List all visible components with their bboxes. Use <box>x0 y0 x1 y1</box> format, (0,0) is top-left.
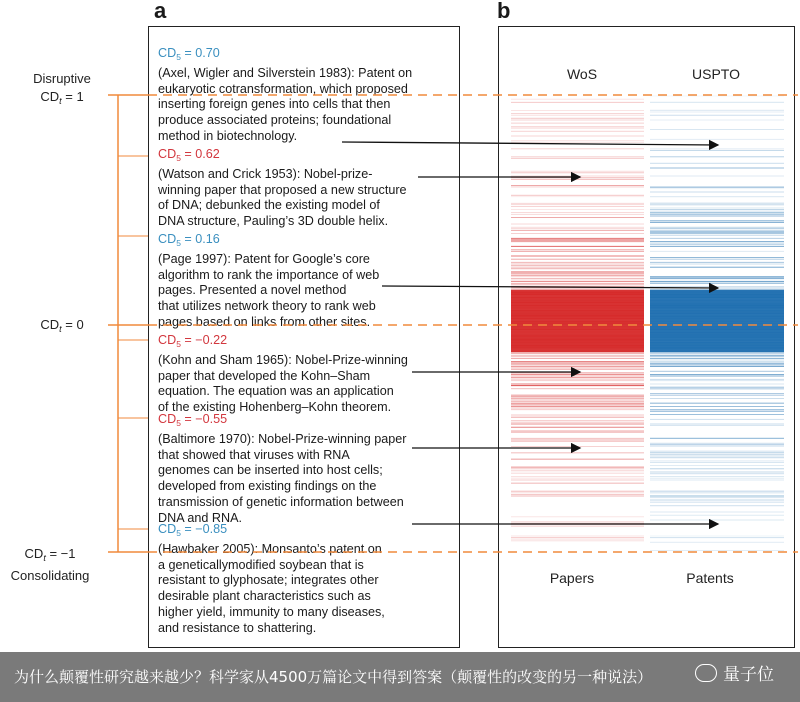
entry-text-line: eukaryotic cotransformation, which proposed <box>158 81 408 96</box>
entry-block <box>158 412 458 527</box>
entry-text-line: (Page 1997): Patent for Google’s core <box>158 251 370 266</box>
patents-column-footer: Patents <box>686 570 734 586</box>
entry-text-line: DNA structure, Pauling’s 3D double helix. <box>158 214 389 229</box>
entry-block <box>158 46 458 145</box>
wos-column-header: WoS <box>566 66 598 82</box>
entry-cd-value: $CD_5 = -0.55$ <box>158 412 228 428</box>
caption-bar <box>0 652 800 702</box>
panel-b-label: b <box>497 0 511 23</box>
entry-text-line: desirable plant characteristics such as <box>158 589 371 604</box>
entry-text-line: and resistance to shattering. <box>158 620 317 635</box>
disruptive-word: Disruptive <box>33 71 91 86</box>
entry-text-line: (Baltimore 1970): Nobel-Prize-winning paper <box>158 431 407 446</box>
entry-text-line: pages. Presented a novel method <box>158 283 347 298</box>
scale-neutral-label <box>14 316 110 338</box>
entry-block <box>158 232 458 331</box>
caption-text: 为什么颠覆性研究越来越少？科学家从4500万篇论文中得到答案（颠覆性的改变的另一种说法） <box>14 668 653 686</box>
entry-text-line: equation. The equation was an application <box>158 384 394 399</box>
entry-text-line: DNA and RNA. <box>158 510 242 525</box>
entry-block <box>158 333 458 416</box>
uspto-column-header: USPTO <box>692 66 740 82</box>
entry-text-line: of DNA; debunked the existing model of <box>158 198 380 213</box>
scale-disruptive-label <box>14 70 110 110</box>
entry-text-line: inserting foreign genes into cells that then <box>158 97 391 112</box>
entry-text-line: (Hawbaker 2005): Monsanto’s patent on <box>158 541 382 556</box>
entry-block <box>158 147 458 230</box>
panel-b-frame <box>498 26 795 648</box>
consolidating-cd: $CD_t = -1$ <box>24 546 76 563</box>
entry-text-line: paper that developed the Kohn–Sham <box>158 368 371 383</box>
entry-text-line: method in biotechnology. <box>158 128 298 143</box>
panel-a-label: a <box>154 0 167 23</box>
scale-consolidating-label <box>0 545 100 585</box>
entry-cd-value: $CD_5 = -0.85$ <box>158 522 228 538</box>
entry-text-line: resistant to glyphosate; integrates other <box>158 573 379 588</box>
entry-text-line: (Kohn and Sham 1965): Nobel-Prize-winning <box>158 352 408 367</box>
entry-text-line: that showed that viruses with RNA <box>158 447 350 462</box>
entry-text-line: transmission of genetic information between <box>158 494 404 509</box>
entry-cd-value: $CD_5 = 0.70$ <box>158 46 220 62</box>
wechat-icon <box>695 664 717 682</box>
entry-text-line: of the existing Hohenberg–Kohn theorem. <box>158 400 392 415</box>
disruptive-cd: $CD_t = 1$ <box>40 89 84 106</box>
consolidating-word: Consolidating <box>10 568 90 583</box>
entry-text-line: developed from existing findings on the <box>158 479 377 494</box>
entry-text-line: genomes can be inserted into host cells; <box>158 463 383 478</box>
watermark <box>695 660 774 685</box>
entry-text-line: produce associated proteins; foundational <box>158 113 392 128</box>
entry-block <box>158 522 458 637</box>
entry-cd-value: $CD_5 = 0.62$ <box>158 147 220 163</box>
neutral-cd: $CD_t = 0$ <box>40 317 84 334</box>
papers-column-footer: Papers <box>549 570 595 586</box>
entry-text-line: a geneticallymodified soybean that is <box>158 557 364 572</box>
entry-cd-value: $CD_5 = 0.16$ <box>158 232 220 248</box>
entry-text-line: winning paper that proposed a new structure <box>158 182 407 197</box>
entry-text-line: (Axel, Wigler and Silverstein 1983): Patent on <box>158 65 413 80</box>
watermark-text: 量子位 <box>723 665 774 685</box>
entry-text-line: pages based on links from other sites. <box>158 314 371 329</box>
entry-text-line: that utilizes network theory to rank web <box>158 299 376 314</box>
entry-text-line: higher yield, immunity to many diseases, <box>158 604 385 619</box>
entry-text-line: algorithm to rank the importance of web <box>158 267 380 282</box>
entry-cd-value: $CD_5 = -0.22$ <box>158 333 228 349</box>
entry-text-line: (Watson and Crick 1953): Nobel-prize- <box>158 166 373 181</box>
